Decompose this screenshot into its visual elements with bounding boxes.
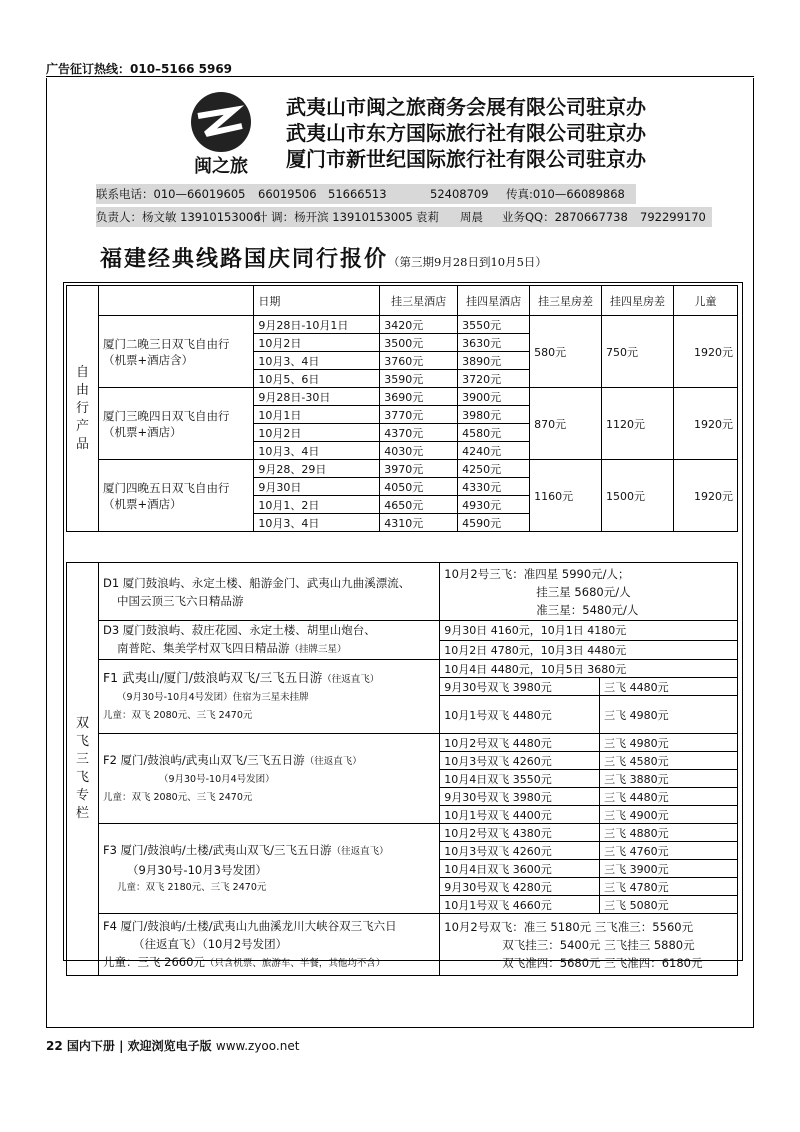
price-cell: 4650元	[380, 496, 458, 514]
price-cell: 3590元	[380, 370, 458, 388]
contact-bar	[96, 184, 636, 204]
top-rule	[46, 76, 754, 77]
header-date: 日期	[254, 286, 380, 316]
business-qq: 业务QQ：2870667738	[502, 210, 628, 224]
price-triple: 三飞 4780元	[600, 878, 738, 896]
logo-text: 闽之旅	[194, 156, 248, 177]
company-name: 厦门市新世纪国际旅行社有限公司驻京办	[286, 147, 646, 171]
contact-phone2: 66019506	[258, 187, 317, 201]
product-name: 厦门四晚五日双飞自由行 （机票+酒店）	[98, 460, 253, 532]
price-triple: 三飞 3880元	[600, 770, 738, 788]
price-cell: 3900元	[458, 388, 530, 406]
date-cell: 9月28日-10月1日	[254, 316, 380, 334]
ad-hotline: 广告征订热线：010–5166 5969	[46, 62, 233, 76]
date-cell: 10月2日	[254, 424, 380, 442]
price-double: 10月4日双飞 3550元	[440, 770, 600, 788]
price-cell: 3720元	[458, 370, 530, 388]
tour-d3: D3 厦门鼓浪屿、菽庄花园、永定土楼、胡里山炮台、 南普陀、集美学村双飞四日精品游（挂牌三星）	[98, 621, 439, 660]
tour-f1: F1 武夷山/厦门/鼓浪屿双飞/三飞五日游（往返直飞） （9月30号-10月4号发团）住宿为三星未挂牌 儿童：双飞 2080元、三飞 2470元	[98, 660, 439, 734]
tour-d1: D1 厦门鼓浪屿、永定土楼、船游金门、武夷山九曲溪漂流、 中国云顶三飞六日精品游	[98, 563, 439, 621]
price-double: 10月2号双飞 4380元	[440, 824, 600, 842]
section-flight-tours: 双飞三飞专栏	[67, 563, 99, 976]
price-cell: 4590元	[458, 514, 530, 532]
tour-d1-prices: 10月2号三飞：准四星 5990元/人； 挂三星 5680元/人 准三星：5480元/人	[440, 563, 738, 621]
price-triple: 三飞 4480元	[600, 678, 738, 696]
header-blank	[98, 286, 253, 316]
price-cell: 3970元	[380, 460, 458, 478]
price-double: 10月1号双飞 4660元	[440, 896, 600, 914]
price-triple: 三飞 4760元	[600, 842, 738, 860]
price-cell: 4580元	[458, 424, 530, 442]
footer-text: 欢迎浏览电子版	[127, 1039, 212, 1053]
price-cell: 3890元	[458, 352, 530, 370]
price-triple: 三飞 4880元	[600, 824, 738, 842]
date-cell: 9月30日	[254, 478, 380, 496]
price-triple: 三飞 4580元	[600, 752, 738, 770]
price-double: 9月30号双飞 3980元	[440, 678, 600, 696]
date-cell: 10月2日	[254, 334, 380, 352]
date-cell: 10月5、6日	[254, 370, 380, 388]
footer-separator: |	[119, 1039, 124, 1053]
diff4-cell: 1120元	[602, 388, 674, 460]
price-triple: 三飞 4480元	[600, 788, 738, 806]
price-cell: 4250元	[458, 460, 530, 478]
date-cell: 10月3、4日	[254, 352, 380, 370]
price-cell: 4030元	[380, 442, 458, 460]
price-cell: 4930元	[458, 496, 530, 514]
price-cell: 3630元	[458, 334, 530, 352]
section-free-travel: 自由行产品	[67, 286, 99, 532]
price-double: 10月4日双飞 3600元	[440, 860, 600, 878]
price-cell: 4240元	[458, 442, 530, 460]
planner: 计 调：杨开滨 13910153005	[256, 210, 413, 224]
page-footer	[46, 1037, 299, 1054]
price-cell: 4310元	[380, 514, 458, 532]
free-travel-table	[66, 285, 738, 532]
price-cell: 3760元	[380, 352, 458, 370]
staff: 袁莉	[416, 210, 439, 224]
date-cell: 9月28、29日	[254, 460, 380, 478]
price-triple: 三飞 5080元	[600, 896, 738, 914]
date-cell: 9月28日-30日	[254, 388, 380, 406]
page-title	[100, 242, 547, 273]
price-triple: 三飞 3900元	[600, 860, 738, 878]
date-cell: 10月1日	[254, 406, 380, 424]
header-child: 儿童	[674, 286, 738, 316]
contact-phone: 联系电话：010—66019605	[96, 187, 246, 201]
contact-phone3: 51666513	[328, 187, 387, 201]
page-number: 22	[46, 1039, 63, 1053]
date-cell: 10月1、2日	[254, 496, 380, 514]
price-double: 10月3号双飞 4260元	[440, 842, 600, 860]
tour-f2: F2 厦门/鼓浪屿/武夷山双飞/三飞五日游（往返直飞） （9月30号-10月4号发团） 儿童：双飞 2080元、三飞 2470元	[98, 734, 439, 824]
diff4-cell: 1500元	[602, 460, 674, 532]
price-double: 10月2号双飞 4480元	[440, 734, 600, 752]
diff3-cell: 1160元	[530, 460, 602, 532]
price-cell: 3980元	[458, 406, 530, 424]
people-bar	[96, 207, 712, 227]
price-double: 10月1号双飞 4400元	[440, 806, 600, 824]
child-cell: 1920元	[674, 460, 738, 532]
price-cell: 4330元	[458, 478, 530, 496]
diff3-cell: 580元	[530, 316, 602, 388]
staff: 周晨	[460, 210, 483, 224]
price-cell: 4370元	[380, 424, 458, 442]
contact-fax: 传真:010—66089868	[506, 187, 625, 201]
footer-url[interactable]: www.zyoo.net	[215, 1039, 300, 1053]
tour-f4: F4 厦门/鼓浪屿/土楼/武夷山九曲溪龙川大峡谷双三飞六日 （往返直飞）（10月2号发团） 儿童：三飞 2660元（只含机票、旅游车、半餐，其他均不含）	[98, 914, 439, 976]
price-cell: 3500元	[380, 334, 458, 352]
business-qq2: 792299170	[640, 210, 706, 224]
price-double: 9月30号双飞 4280元	[440, 878, 600, 896]
footer-section: 国内下册	[66, 1039, 115, 1053]
tour-f4-prices: 10月2号双飞：准三 5180元 三飞准三：5560元 双飞挂三：5400元 三飞挂三 5880元 双飞准四：5680元 三飞准四：6180元	[440, 914, 738, 976]
price-cell: 3550元	[458, 316, 530, 334]
date-cell: 10月3、4日	[254, 514, 380, 532]
price-double: 10月3号双飞 4260元	[440, 752, 600, 770]
diff4-cell: 750元	[602, 316, 674, 388]
product-name: 厦门三晚四日双飞自由行 （机票+酒店）	[98, 388, 253, 460]
price-double: 9月30号双飞 3980元	[440, 788, 600, 806]
date-cell: 10月3、4日	[254, 442, 380, 460]
price-double: 10月1号双飞 4480元	[440, 696, 600, 734]
flight-tours-table	[66, 562, 738, 976]
title-sub: （第三期9月28日到10月5日）	[388, 255, 547, 269]
company-name: 武夷山市东方国际旅行社有限公司驻京办	[286, 121, 646, 145]
header-4star: 挂四星酒店	[458, 286, 530, 316]
company-list	[286, 94, 646, 172]
title-main: 福建经典线路国庆同行报价	[100, 246, 389, 272]
price-triple: 三飞 4980元	[600, 696, 738, 734]
product-name: 厦门二晚三日双飞自由行 （机票+酒店含）	[98, 316, 253, 388]
company-name: 武夷山市闽之旅商务会展有限公司驻京办	[286, 95, 646, 119]
price-row: 10月2日 4780元，10月3日 4480元	[440, 640, 738, 660]
diff3-cell: 870元	[530, 388, 602, 460]
header-3star-diff: 挂三星房差	[530, 286, 602, 316]
manager: 负责人：杨文敏 13910153006	[96, 210, 261, 224]
tour-f3: F3 厦门/鼓浪屿/土楼/武夷山双飞/三飞五日游（往返直飞） （9月30号-10月3号发团） 儿童：双飞 2180元、三飞 2470元	[98, 824, 439, 914]
contact-phone4: 52408709	[430, 187, 489, 201]
company-logo	[176, 88, 266, 178]
price-row: 10月4日 4480元，10月5日 3680元	[440, 660, 738, 678]
child-cell: 1920元	[674, 388, 738, 460]
child-cell: 1920元	[674, 316, 738, 388]
price-cell: 3420元	[380, 316, 458, 334]
price-cell: 3770元	[380, 406, 458, 424]
price-cell: 4050元	[380, 478, 458, 496]
header-3star: 挂三星酒店	[380, 286, 458, 316]
price-triple: 三飞 4980元	[600, 734, 738, 752]
header-4star-diff: 挂四星房差	[602, 286, 674, 316]
price-cell: 3690元	[380, 388, 458, 406]
price-triple: 三飞 4900元	[600, 806, 738, 824]
price-row: 9月30日 4160元，10月1日 4180元	[440, 621, 738, 641]
